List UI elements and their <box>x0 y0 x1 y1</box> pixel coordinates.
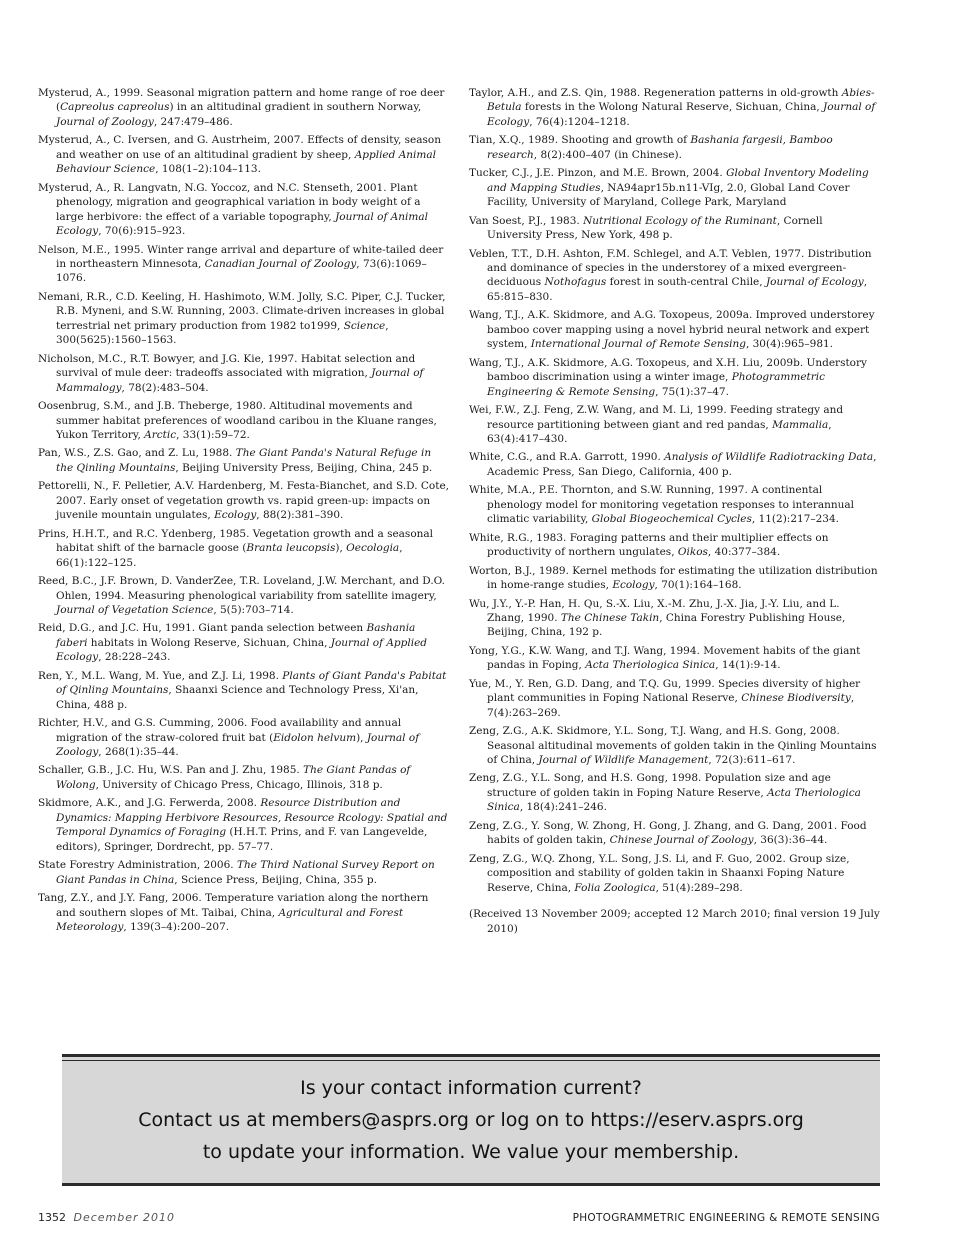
reference-entry: Oosenbrug, S.M., and J.B. Theberge, 1980. Altitudinal movements and summer habitat preferences of woodland caribou in the Kluane ranges, Yukon Territory, Arctic, 33(1):59–72. <box>38 400 437 441</box>
reference-entry: Yong, Y.G., K.W. Wang, and T.J. Wang, 1994. Movement habits of the giant pandas in Foping, Acta Theriologica Sinica, 14(1):9-14. <box>469 644 861 672</box>
references-section <box>38 86 880 940</box>
received-note: (Received 13 November 2009; accepted 12 March 2010; final version 19 July 2010) <box>469 908 880 935</box>
reference-entry: White, R.G., 1983. Foraging patterns and their multiplier effects on productivity of northern ungulates, Oikos, 40:377–384. <box>469 531 829 559</box>
reference-entry: State Forestry Administration, 2006. The Third National Survey Report on Giant Pandas in China, Science Press, Beijing, China, 355 p. <box>38 859 435 886</box>
footer-folio <box>38 1211 175 1224</box>
reference-entry: Skidmore, A.K., and J.G. Ferwerda, 2008. Resource Distribution and Dynamics: Mapping Herbivore Resources, Resource Rcology: Spatial and Temporal Dynamics of Foraging (H.H.T. Prins, and F. van Langevelde, editors), Springer, Dordrecht, pp. 57–77. <box>38 797 448 853</box>
reference-entry: White, M.A., P.E. Thornton, and S.W. Running, 1997. A continental phenology model for monitoring vegetation responses to interannual climatic variability, Global Biogeochemical Cycles, 11(2):217–234. <box>469 484 854 526</box>
reference-entry: Wang, T.J., A.K. Skidmore, A.G. Toxopeus, and X.H. Liu, 2009b. Understory bamboo discrimination using a winter image, Photogrammetric Engineering & Remote Sensing, 75(1):37–47. <box>469 356 867 398</box>
page-footer <box>38 1211 880 1224</box>
reference-entry: Reed, B.C., J.F. Brown, D. VanderZee, T.R. Loveland, J.W. Merchant, and D.O. Ohlen, 1994. Measuring phenological variability from satellite imagery, Journal of Vegetation Science, 5(5):703–714. <box>38 575 446 616</box>
reference-entry: Tucker, C.J., J.E. Pinzon, and M.E. Brown, 2004. Global Inventory Modeling and Mapping Studies, NA94apr15b.n11-VIg, 2.0, Global Land Cover Facility, University of Maryland, College Park, Maryland <box>469 167 869 209</box>
reference-entry: Zeng, Z.G., W.Q. Zhong, Y.L. Song, J.S. Li, and F. Guo, 2002. Group size, composition and stability of golden takin in Shaanxi Foping Nature Reserve, China, Folia Zoologica, 51(4):289–298. <box>469 852 850 894</box>
references-left-column <box>38 86 449 940</box>
reference-entry: Pettorelli, N., F. Pelletier, A.V. Hardenberg, M. Festa-Bianchet, and S.D. Cote, 2007. Early onset of vegetation growth vs. rapid green-up: impacts on juvenile mountain ungulates, Ecology, 88(2):381–390. <box>38 480 450 522</box>
reference-entry: Taylor, A.H., and Z.S. Qin, 1988. Regeneration patterns in old-growth Abies-Betula forests in the Wolong Natural Reserve, Sichuan, China, Journal of Ecology, 76(4):1204–1218. <box>469 87 876 128</box>
reference-entry: Van Soest, P.J., 1983. Nutritional Ecology of the Ruminant, Cornell University Press, New York, 498 p. <box>469 214 823 242</box>
banner-update-line: to update your information. We value your membership. <box>202 1141 740 1163</box>
reference-entry: Worton, B.J., 1989. Kernel methods for estimating the utilization distribution in home-range studies, Ecology, 70(1):164–168. <box>469 564 878 592</box>
reference-entry: Reid, D.G., and J.C. Hu, 1991. Giant panda selection between Bashania faberi habitats in Wolong Reserve, Sichuan, China, Journal of Applied Ecology, 28:228–243. <box>38 622 428 664</box>
reference-entry: Tang, Z.Y., and J.Y. Fang, 2006. Temperature variation along the northern and southern slopes of Mt. Taibai, China, Agricultural and Forest Meteorology, 139(3–4):200–207. <box>38 892 429 934</box>
reference-entry: Yue, M., Y. Ren, G.D. Dang, and T.Q. Gu, 1999. Species diversity of higher plant communities in Foping National Reserve, Chinese Biodiversity, 7(4):263–269. <box>469 677 861 719</box>
reference-entry: Mysterud, A., C. Iversen, and G. Austrheim, 2007. Effects of density, season and weather on use of an altitudinal gradient by sheep, Applied Animal Behaviour Science, 108(1–2):104–113. <box>38 134 441 176</box>
banner-headline: Is your contact information current? <box>300 1077 642 1099</box>
membership-banner <box>62 1054 880 1186</box>
reference-entry: Wei, F.W., Z.J. Feng, Z.W. Wang, and M. Li, 1999. Feeding strategy and resource partitioning between giant and red pandas, Mammalia, 63(4):417–430. <box>469 404 844 445</box>
reference-entry: Veblen, T.T., D.H. Ashton, F.M. Schlegel, and A.T. Veblen, 1977. Distribution and dominance of species in the understorey of a mixed evergreen-deciduous Nothofagus forest in south-central Chile, Journal of Ecology, 65:815–830. <box>469 247 872 303</box>
reference-entry: Pan, W.S., Z.S. Gao, and Z. Lu, 1988. The Giant Panda's Natural Refuge in the Qinling Mountains, Beijing University Press, Beijing, China, 245 p. <box>38 447 433 474</box>
reference-entry: Prins, H.H.T., and R.C. Ydenberg, 1985. Vegetation growth and a seasonal habitat shift of the barnacle goose (Branta leucopsis), Oecologia, 66(1):122–125. <box>38 527 434 569</box>
reference-entry: Richter, H.V., and G.S. Cumming, 2006. Food availability and annual migration of the straw-colored fruit bat (Eidolon helvum), Journal of Zoology, 268(1):35–44. <box>38 717 420 759</box>
reference-entry: Ren, Y., M.L. Wang, M. Yue, and Z.J. Li, 1998. Plants of Giant Panda's Pabitat of Qinling Mountains, Shaanxi Science and Technology Press, Xi'an, China, 488 p. <box>38 669 447 711</box>
reference-entry: Mysterud, A., 1999. Seasonal migration pattern and home range of roe deer (Capreolus capreolus) in an altitudinal gradient in southern Norway, Journal of Zoology, 247:479–486. <box>38 87 445 128</box>
reference-entry: Zeng, Z.G., Y.L. Song, and H.S. Gong, 1998. Population size and age structure of golden takin in Foping Nature Reserve, Acta Theriologica Sinica, 18(4):241–246. <box>469 772 861 814</box>
reference-entry: Schaller, G.B., J.C. Hu, W.S. Pan and J. Zhu, 1985. The Giant Pandas of Wolong, University of Chicago Press, Chicago, Illinois, 318 p. <box>38 764 411 791</box>
reference-entry: Mysterud, A., R. Langvatn, N.G. Yoccoz, and N.C. Stenseth, 2001. Plant phenology, migration and geographical variation in body weight of a large herbivore: the effect of a variable topography, Journal of Animal Ecology, 70(6):915–923. <box>38 181 428 238</box>
reference-entry: Zeng, Z.G., A.K. Skidmore, Y.L. Song, T.J. Wang, and H.S. Gong, 2008. Seasonal altitudinal movements of golden takin in the Qinling Mountains of China, Journal of Wildlife Management, 72(3):611–617. <box>469 725 877 767</box>
reference-entry: Wu, J.Y., Y.-P. Han, H. Qu, S.-X. Liu, X.-M. Zhu, J.-X. Jia, J.-Y. Liu, and L. Zhang, 1990. The Chinese Takin, China Forestry Publishing House, Beijing, China, 192 p. <box>469 597 846 639</box>
reference-entry: Nicholson, M.C., R.T. Bowyer, and J.G. Kie, 1997. Habitat selection and survival of mule deer: tradeoffs associated with migration, Journal of Mammalogy, 78(2):483–504. <box>38 352 424 394</box>
reference-entry: Tian, X.Q., 1989. Shooting and growth of Bashania fargesii, Bamboo research, 8(2):400–407 (in Chinese). <box>469 134 833 161</box>
reference-entry: Nemani, R.R., C.D. Keeling, H. Hashimoto, W.M. Jolly, S.C. Piper, C.J. Tucker, R.B. Myneni, and S.W. Running, 2003. Climate-driven increases in global terrestrial net primary production from 1982 to1999, Science, 300(5625):1560–1563. <box>38 290 446 347</box>
page-number: 1352 <box>38 1211 66 1224</box>
issue-date: December 2010 <box>73 1211 176 1224</box>
references-right-column <box>469 86 880 940</box>
banner-contact-line: Contact us at members@asprs.org or log on to https://eserv.asprs.org <box>138 1109 804 1131</box>
reference-entry: Zeng, Z.G., Y. Song, W. Zhong, H. Gong, J. Zhang, and G. Dang, 2001. Food habits of golden takin, Chinese Journal of Zoology, 36(3):36–44. <box>469 819 867 847</box>
journal-name: PHOTOGRAMMETRIC ENGINEERING & REMOTE SENSING <box>572 1212 880 1224</box>
reference-entry: White, C.G., and R.A. Garrott, 1990. Analysis of Wildlife Radiotracking Data, Academic Press, San Diego, California, 400 p. <box>469 451 877 478</box>
reference-entry: Wang, T.J., A.K. Skidmore, and A.G. Toxopeus, 2009a. Improved understorey bamboo cover mapping using a novel hybrid neural network and expert system, International Journal of Remote Sensing, 30(4):965–981. <box>469 309 875 351</box>
reference-entry: Nelson, M.E., 1995. Winter range arrival and departure of white-tailed deer in northeastern Minnesota, Canadian Journal of Zoology, 73(6):1069–1076. <box>38 243 444 285</box>
